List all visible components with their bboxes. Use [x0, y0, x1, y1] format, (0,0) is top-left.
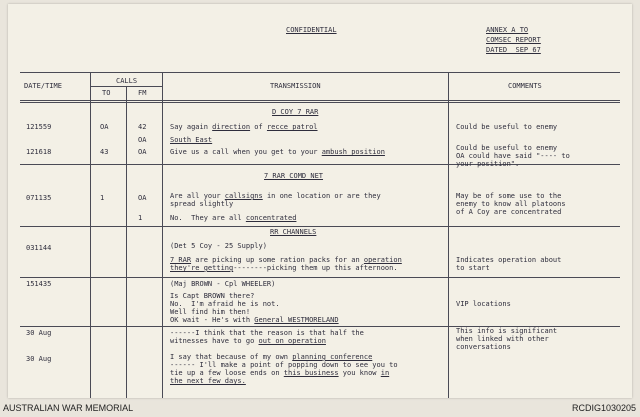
table-header-rule	[20, 100, 620, 101]
col-rule-fm	[162, 72, 163, 398]
section-rule-2	[20, 226, 620, 227]
row-datetime: 031144	[26, 244, 52, 252]
col-header-calls: CALLS	[116, 77, 138, 85]
section-rule-3	[20, 277, 620, 278]
row-comment-line-3: your position".	[456, 160, 520, 168]
section-heading: 7 RAR COMD NET	[264, 172, 324, 180]
row-transmission: Give us a call when you get to your ambush position	[170, 148, 385, 156]
row-transmission-line-3: Well find him then!	[170, 308, 251, 316]
row-comment-line-1: May be of some use to the	[456, 192, 562, 200]
row-transmission-line-2: No. I'm afraid he is not.	[170, 300, 280, 308]
row-transmission-line-1: Are all your callsigns in one location or are they	[170, 192, 381, 200]
row-comment: VIP locations	[456, 300, 511, 308]
row-datetime: 071135	[26, 194, 52, 202]
col-rule-transmission	[448, 72, 449, 398]
row-to: OA	[100, 123, 109, 131]
section-heading: RR CHANNELS	[270, 228, 317, 236]
row-comment-line-1: Could be useful to enemy	[456, 144, 558, 152]
row-comment-line-2: OA could have said "---- to	[456, 152, 570, 160]
row-fm: 42	[138, 123, 147, 131]
col-rule-datetime	[90, 72, 91, 398]
footer-record-id: RCDIG1030205	[571, 403, 636, 413]
row-datetime: 121559	[26, 123, 52, 131]
row-comment-line-2: enemy to know all platoons	[456, 200, 566, 208]
row-transmission: South East	[170, 136, 213, 144]
row-comment-line-2: when linked with other	[456, 335, 549, 343]
row-transmission-line-2: they're getting--------picking them up this afternoon.	[170, 264, 398, 272]
row-transmission-line-1: I say that because of my own planning conference	[170, 353, 373, 361]
row-transmission: No. They are all concentrated	[170, 214, 297, 222]
row-transmission-line-3: tie up a few loose ends on this business you know in	[170, 369, 390, 377]
row-comment-line-2: to start	[456, 264, 490, 272]
col-header-to: TO	[102, 89, 111, 97]
row-fm: OA	[138, 194, 147, 202]
row-datetime: 30 Aug	[26, 329, 52, 337]
col-header-datetime: DATE/TIME	[24, 82, 62, 90]
row-comment-line-1: This info is significant	[456, 327, 558, 335]
document-page	[8, 4, 632, 398]
row-transmission-line-2: witnesses have to go out on operation	[170, 337, 326, 345]
col-header-comments: COMMENTS	[508, 82, 542, 90]
table-top-rule	[20, 72, 620, 73]
table-header-rule-double	[20, 102, 620, 103]
row-comment: Could be useful to enemy	[456, 123, 558, 131]
section-rule-1	[20, 164, 620, 165]
row-datetime: 151435	[26, 280, 52, 288]
row-transmission-line-0: (Maj BROWN - Cpl WHEELER)	[170, 280, 276, 288]
annex-line-2: COMSEC REPORT	[486, 36, 541, 44]
annex-line-3: DATED SEP 67	[486, 46, 541, 54]
row-transmission-line-1: ------I think that the reason is that half the	[170, 329, 364, 337]
row-transmission-line-4: the next few days.	[170, 377, 246, 385]
col-header-transmission: TRANSMISSION	[270, 82, 321, 90]
confidential-marking: CONFIDENTIAL	[286, 26, 337, 34]
col-rule-to	[126, 87, 127, 398]
row-comment-line-3: of A Coy are concentrated	[456, 208, 562, 216]
row-datetime: 30 Aug	[26, 355, 52, 363]
row-transmission-line-4: OK wait - He's with General WESTMORELAND	[170, 316, 339, 324]
row-fm: OA	[138, 148, 147, 156]
row-comment-line-1: Indicates operation about	[456, 256, 562, 264]
row-fm: 1	[138, 214, 143, 222]
row-transmission-line-0: (Det 5 Coy - 25 Supply)	[170, 242, 267, 250]
row-transmission-line-1: 7 RAR are picking up some ration packs for an operation	[170, 256, 402, 264]
row-fm: OA	[138, 136, 147, 144]
footer-credit: AUSTRALIAN WAR MEMORIAL	[3, 403, 134, 413]
row-datetime: 121618	[26, 148, 52, 156]
row-transmission-line-2: spread slightly	[170, 200, 234, 208]
annex-line-1: ANNEX A TO	[486, 26, 529, 34]
row-to: 43	[100, 148, 109, 156]
row-to: 1	[100, 194, 105, 202]
section-heading: D COY 7 RAR	[272, 108, 319, 116]
row-transmission-line-2: ------ I'll make a point of popping down to see you to	[170, 361, 398, 369]
row-transmission: Say again direction of recce patrol	[170, 123, 318, 131]
row-transmission-line-1: Is Capt BROWN there?	[170, 292, 255, 300]
col-header-fm: FM	[138, 89, 147, 97]
row-comment-line-3: conversations	[456, 343, 511, 351]
